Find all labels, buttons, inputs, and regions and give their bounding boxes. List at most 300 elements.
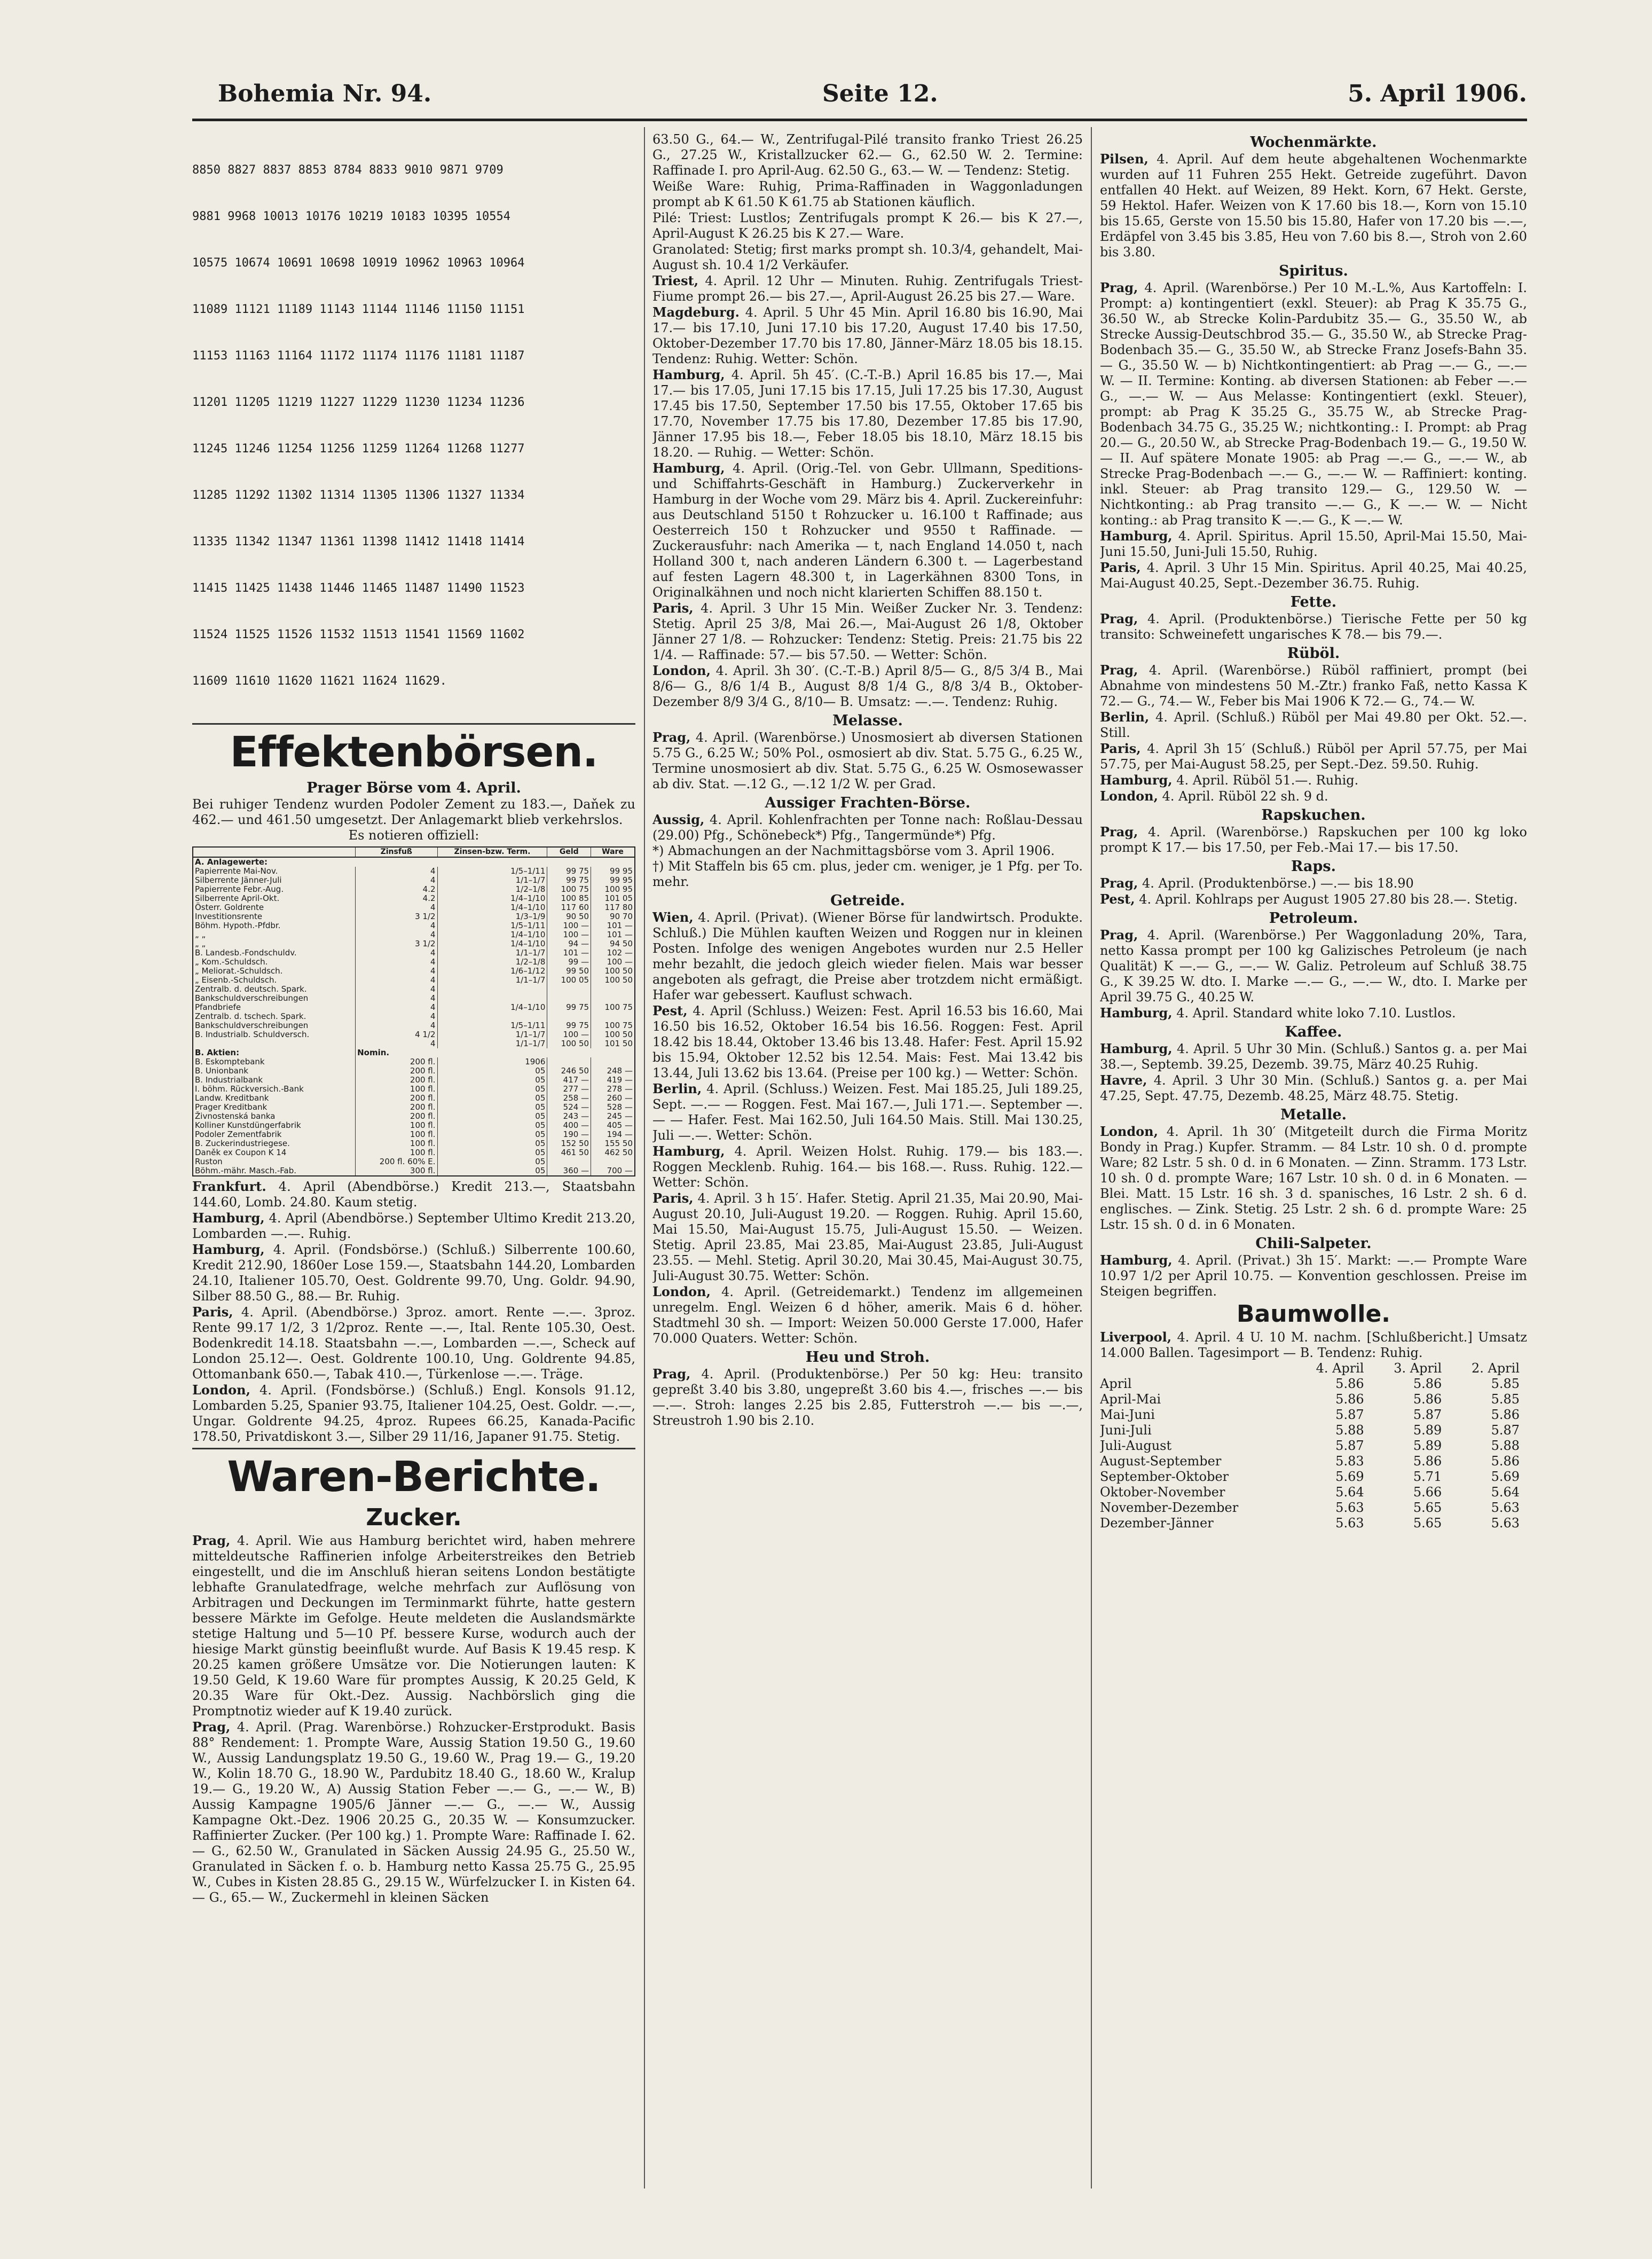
table-row xyxy=(193,967,635,976)
table-cell: 100 50 xyxy=(591,976,635,985)
number-line: 11089 11121 11189 11143 11144 11146 11150 11151 xyxy=(192,303,525,316)
report-lead: Prag, xyxy=(1100,662,1138,678)
table-cell: 1/5–1/11 xyxy=(437,921,547,930)
table-cell: 3 1/2 xyxy=(356,912,437,921)
table-cell: 1906 xyxy=(437,1057,547,1066)
table-cell: 99 95 xyxy=(591,876,635,885)
table-cell: 99 75 xyxy=(547,1003,591,1012)
report-text: 4. April 3h 15′ (Schluß.) Rüböl per April 57.75, per Mai 57.75, per Mai-August 58.25, per Sept.-Dez. 59.50. Ruhig. xyxy=(1100,741,1527,772)
report-text: 4. April. Kohlenfrachten per Tonne nach: Roßlau-Dessau (29.00) Pfg., Schönebeck*) Pfg., Tangermünde*) Pfg. xyxy=(652,812,1083,843)
table-row xyxy=(193,1139,635,1148)
table-cell: 5.83 xyxy=(1335,1454,1364,1469)
report-lead: Magdeburg. xyxy=(652,304,740,320)
page-header xyxy=(192,80,1527,117)
cotton-row xyxy=(1100,1500,1527,1516)
table-cell: 99 95 xyxy=(591,867,635,876)
report-paragraph xyxy=(652,178,1083,210)
table-cell xyxy=(547,1012,591,1021)
report-lead: Hamburg, xyxy=(1100,1005,1173,1021)
table-cell xyxy=(591,1012,635,1021)
metalle-title: Metalle. xyxy=(1280,1107,1347,1123)
report-paragraph xyxy=(652,1003,1083,1081)
table-cell: 5.66 xyxy=(1413,1485,1442,1500)
report-lead: Paris, xyxy=(652,1190,694,1206)
section-rule xyxy=(192,1448,635,1449)
table-cell: 117 60 xyxy=(547,903,591,912)
table-cell: 4 1/2 xyxy=(356,1030,437,1039)
table-cell: 194 — xyxy=(591,1130,635,1139)
table-header xyxy=(193,847,356,857)
wochenmaerkte-title: Wochenmärkte. xyxy=(1250,134,1377,151)
report-text: 4. April. (Warenbörse.) Rapskuchen per 100 kg loko prompt K 17.— bis 17.50, per Feb.-Mai 17.— bis 17.50. xyxy=(1100,825,1527,855)
table-cell: 528 — xyxy=(591,1103,635,1112)
report-lead: Havre, xyxy=(1100,1072,1147,1088)
table-cell: 5.86 xyxy=(1413,1376,1442,1391)
table-cell xyxy=(547,1057,591,1066)
report-lead: Paris, xyxy=(1100,741,1141,756)
report-paragraph xyxy=(652,131,1083,178)
table-row xyxy=(193,985,635,994)
kaffee-title: Kaffee. xyxy=(1285,1024,1342,1040)
cotton-row xyxy=(1100,1516,1527,1531)
report-text: 4. April. (Warenbörse.) Per Waggonladung 20%, Tara, netto Kassa prompt per 100 kg Galizisches Petroleum (je nach Qualität) K —.— G., —.— W. Galiz. Petroleum auf Schluß 38.75 G., K 39.25 W. dto. I. Marke —.— G., —.— W., dto. I. Marke per April 39.75 G., 40.25 W. xyxy=(1100,928,1527,1005)
number-line: 10575 10674 10691 10698 10919 10962 10963 10964 xyxy=(192,256,525,270)
table-cell: 05 xyxy=(437,1066,547,1076)
table-cell: „ „ xyxy=(193,930,356,939)
table-cell: August-September xyxy=(1100,1454,1222,1469)
table-cell: 278 — xyxy=(591,1085,635,1094)
report-paragraph xyxy=(652,460,1083,600)
table-cell: Juli-August xyxy=(1100,1438,1172,1453)
table-cell: 1/4–1/10 xyxy=(437,939,547,948)
table-cell: Dezember-Jänner xyxy=(1100,1516,1214,1531)
header-date: 5. April 1906. xyxy=(1348,80,1527,107)
table-cell: 101 — xyxy=(591,921,635,930)
column-3 xyxy=(1100,131,1527,2075)
report-text: 4. April. 5 Uhr 45 Min. April 16.80 bis 16.90, Mai 17.— bis 17.10, Juni 17.10 bis 17.20, August 17.40 bis 17.50, Oktober-Dezember 17.70 bis 17.80, Jänner-März 18.05 bis 18.15. Tendenz: Ruhig. Wetter: Schön. xyxy=(652,305,1083,366)
table-cell: 462 50 xyxy=(591,1148,635,1157)
table-row xyxy=(193,994,635,1003)
table-cell: 243 — xyxy=(547,1112,591,1121)
table-cell: 5.88 xyxy=(1335,1423,1364,1438)
report-text: 4. April. (Fondsbörse.) (Schluß.) Engl. Konsols 91.12, Lombarden 5.25, Spanier 93.75, Italiener 104.25, Oest. Goldr. —.—, Ungar. Goldrente 94.25, 4proz. Rupees 66.25, Kanada-Pacific 178.50, Privatdiskont 3.—, Silber 29 11/16, Japaner 91.75. Stetig. xyxy=(192,1383,635,1444)
report-paragraph xyxy=(192,1210,635,1242)
cotton-row xyxy=(1100,1454,1527,1469)
table-cell: Zentralb. d. deutsch. Spark. xyxy=(193,985,356,994)
table-cell: Živnostenská banka xyxy=(193,1112,356,1121)
table-cell: Mai-Juni xyxy=(1100,1407,1155,1422)
number-line: 8850 8827 8837 8853 8784 8833 9010 9871 9709 xyxy=(192,163,504,177)
effekten-title: Effektenbörsen. xyxy=(230,728,598,776)
table-cell: 417 — xyxy=(547,1076,591,1085)
table-cell: 99 — xyxy=(547,958,591,967)
report-paragraph xyxy=(1100,709,1527,741)
table-row xyxy=(193,903,635,912)
table-cell: 1/1–1/7 xyxy=(437,976,547,985)
table-row xyxy=(193,958,635,967)
report-lead: Prag, xyxy=(1100,824,1138,840)
report-lead: London, xyxy=(652,663,711,678)
table-cell: Landw. Kreditbank xyxy=(193,1094,356,1103)
table-cell: 5.69 xyxy=(1491,1469,1520,1484)
petroleum-title: Petroleum. xyxy=(1269,910,1358,927)
spiritus-title: Spiritus. xyxy=(1279,263,1348,279)
report-lead: Prag, xyxy=(652,1366,691,1382)
table-row xyxy=(193,1112,635,1121)
report-text: 4. April. 5 Uhr 30 Min. (Schluß.) Santos g. a. per Mai 38.—, Septemb. 39.25, Dezemb. 39.75, März 40.25 Ruhig. xyxy=(1100,1041,1527,1072)
report-lead: Prag, xyxy=(1100,875,1138,891)
table-cell: 1/4–1/10 xyxy=(437,1003,547,1012)
table-cell: B. Landesb.-Fondschuldv. xyxy=(193,948,356,958)
table-cell: 5.88 xyxy=(1491,1438,1520,1453)
table-cell: 05 xyxy=(437,1112,547,1121)
baumwolle-report xyxy=(1100,1329,1527,1361)
report-paragraph xyxy=(652,1190,1083,1284)
column-1 xyxy=(192,131,635,2187)
table-cell: 4 xyxy=(356,867,437,876)
table-cell: 05 xyxy=(437,1121,547,1130)
report-text: 4. April. (Produktenbörse.) Per 50 kg: Heu: transito gepreßt 3.40 bis 3.80, ungepreßt 3.60 bis 4.—, frisches —.— bis —.—. Stroh: langes 2.25 bis 2.85, Futterstroh —.— bis —.—, Streustroh 1.90 bis 2.10. xyxy=(652,1367,1083,1428)
table-cell: I. böhm. Rückversich.-Bank xyxy=(193,1085,356,1094)
report-paragraph xyxy=(652,600,1083,663)
fracht-report xyxy=(652,812,1083,843)
table-cell: 4 xyxy=(356,930,437,939)
table-cell: 99 75 xyxy=(547,867,591,876)
report-paragraph xyxy=(652,367,1083,460)
getreide-reports xyxy=(652,909,1083,1346)
table-row xyxy=(193,1094,635,1103)
report-lead: Hamburg, xyxy=(652,460,725,476)
table-cell: 200 fl. xyxy=(356,1094,437,1103)
table-cell: 461 50 xyxy=(547,1148,591,1157)
report-lead: Hamburg, xyxy=(1100,1252,1173,1268)
table-cell: 5.71 xyxy=(1413,1469,1442,1484)
report-paragraph xyxy=(1100,891,1527,907)
table-cell: 102 — xyxy=(591,948,635,958)
table-cell xyxy=(437,1012,547,1021)
table-cell: B. Eskomptebank xyxy=(193,1057,356,1066)
report-text: 4. April. 3 Uhr 15 Min. Spiritus. April 40.25, Mai 40.25, Mai-August 40.25, Sept.-Dezember 36.75. Ruhig. xyxy=(1100,560,1527,591)
fette-report xyxy=(1100,611,1527,642)
report-paragraph xyxy=(192,1719,635,1905)
spiritus-reports xyxy=(1100,280,1527,591)
table-cell: April xyxy=(1100,1376,1132,1391)
table-row xyxy=(193,1066,635,1076)
table-row xyxy=(193,1057,635,1066)
table-cell: 524 — xyxy=(547,1103,591,1112)
table-cell: 260 — xyxy=(591,1094,635,1103)
cotton-header: 4. April xyxy=(1316,1361,1364,1376)
table-cell: 155 50 xyxy=(591,1139,635,1148)
table-cell xyxy=(591,994,635,1003)
table-cell: 100 — xyxy=(547,921,591,930)
effekten-table xyxy=(192,846,635,1176)
table-row xyxy=(193,1003,635,1012)
fracht-note: *) Abmachungen an der Nachmittagsbörse vom 3. April 1906. xyxy=(652,843,1055,858)
report-paragraph xyxy=(1100,875,1527,891)
table-cell: 4 xyxy=(356,948,437,958)
metalle-report xyxy=(1100,1124,1527,1233)
cotton-header xyxy=(1100,1361,1294,1376)
table-cell: 200 fl. xyxy=(356,1112,437,1121)
fette-title: Fette. xyxy=(1290,594,1337,610)
report-lead: Pest, xyxy=(1100,891,1135,907)
table-cell xyxy=(591,1057,635,1066)
table-cell: 4.2 xyxy=(356,894,437,903)
report-lead: Prag, xyxy=(1100,280,1138,295)
prager-boerse-heading: Prager Börse vom 4. April. xyxy=(306,780,521,796)
report-lead: London, xyxy=(1100,788,1158,804)
report-text: 4. April. Rüböl 22 sh. 9 d. xyxy=(1158,789,1328,804)
table-cell: Österr. Goldrente xyxy=(193,903,356,912)
report-text: 4. April. (Privat.) 3h 15′. Markt: —.— Prompte Ware 10.97 1/2 per April 10.75. — Konvention geschlossen. Preise im Steigen begriffen. xyxy=(1100,1253,1527,1299)
table-cell: „ „ xyxy=(193,939,356,948)
report-text: 4. April. Kohlraps per August 1905 27.80 bis 28.—. Stetig. xyxy=(1135,892,1518,907)
table-cell: 05 xyxy=(437,1166,547,1176)
table-cell: 5.63 xyxy=(1335,1516,1364,1531)
table-cell: Papierrente Febr.-Aug. xyxy=(193,885,356,894)
table-cell: 200 fl. 60% E. xyxy=(356,1157,437,1166)
table-cell: 200 fl. xyxy=(356,1103,437,1112)
report-lead: Prag, xyxy=(192,1533,231,1548)
table-cell: 100 — xyxy=(591,958,635,967)
cotton-table xyxy=(1100,1361,1527,1531)
section-rule xyxy=(192,723,635,725)
report-text: 4. April. (Fondsbörse.) (Schluß.) Silberrente 100.60, Kredit 212.90, 1860er Lose 159.—, Staatsbahn 144.20, Lombarden 24.10, Italiener 105.70, Oest. Goldrente 99.70, Ung. Goldr. 94.90, Silber 88.50 G., 88.— Br. Ruhig. xyxy=(192,1242,635,1304)
table-cell: 101 05 xyxy=(591,894,635,903)
table-cell: 5.89 xyxy=(1413,1438,1442,1453)
chili-title: Chili-Salpeter. xyxy=(1255,1235,1372,1252)
report-paragraph xyxy=(1100,1041,1527,1072)
table-row xyxy=(193,1030,635,1039)
table-cell: „ Kom.-Schuldsch. xyxy=(193,958,356,967)
table-cell: Daněk ex Coupon K 14 xyxy=(193,1148,356,1157)
table-cell: 4 xyxy=(356,903,437,912)
table-cell: 4 xyxy=(356,958,437,967)
table-cell: 5.87 xyxy=(1491,1423,1520,1438)
report-text: 4. April. Auf dem heute abgehaltenen Wochenmarkte wurden auf 11 Fuhren 255 Hekt. Getreide zugeführt. Davon entfallen 40 Hekt. auf Weizen, 89 Hekt. Korn, 67 Hekt. Gerste, 59 Hektol. Hafer. Weizen von K 17.60 bis 18.—, Korn von 15.10 bis 15.65, Gerste von 15.50 bis 15.80, Hafer von 17.20 bis —.—, Erdäpfel von 3.45 bis 3.85, Heu von 7.60 bis 8.—, Stroh von 2.60 bis 3.80. xyxy=(1100,152,1527,260)
table-cell xyxy=(591,1157,635,1166)
table-cell: B. Industrialbank xyxy=(193,1076,356,1085)
table-cell: 100 95 xyxy=(591,885,635,894)
zucker-title: Zucker. xyxy=(366,1504,462,1531)
table-row xyxy=(193,930,635,939)
table-cell: Podoler Zementfabrik xyxy=(193,1130,356,1139)
report-paragraph xyxy=(1100,788,1527,804)
cotton-row xyxy=(1100,1469,1527,1485)
table-cell: 5.65 xyxy=(1413,1500,1442,1515)
report-lead: Prag, xyxy=(1100,611,1138,626)
report-text: 4. April. 1h 30′ (Mitgeteilt durch die Firma Moritz Bondy in Prag.) Kupfer. Stramm. — 84 Lstr. 10 sh. 0 d. prompte Ware; 82 Lstr. 5 sh. 0 d. in 6 Monaten. — Zinn. Stramm. 173 Lstr. 10 sh. 0 d. prompte Ware; 167 Lstr. 10 sh. 0 d. in 6 Monaten. — Blei. Matt. 15 Lstr. 16 sh. 3 d. spanisches, 16 Lstr. 2 sh. 6 d. englisches. — Zink. Stetig. 25 Lstr. 2 sh. 6 d. prompte Ware: 25 Lstr. 15 sh. 0 d. in 6 Monaten. xyxy=(1100,1124,1527,1232)
column-divider-1 xyxy=(644,127,645,2189)
report-paragraph xyxy=(652,241,1083,273)
table-cell: 405 — xyxy=(591,1121,635,1130)
table-cell: 4.2 xyxy=(356,885,437,894)
table-cell: 4 xyxy=(356,1012,437,1021)
table-cell: 5.86 xyxy=(1413,1392,1442,1407)
table-header: Ware xyxy=(591,847,635,857)
table-cell: Silberrente Jänner-Juli xyxy=(193,876,356,885)
table-row xyxy=(193,1076,635,1085)
cotton-header: 2. April xyxy=(1471,1361,1520,1376)
table-cell: 419 — xyxy=(591,1076,635,1085)
table-cell: 100 fl. xyxy=(356,1121,437,1130)
table-cell: 4 xyxy=(356,1039,437,1048)
report-text: 4. April. 4 U. 10 M. nachm. [Schlußbericht.] Umsatz 14.000 Ballen. Tagesimport — B. Tendenz: Ruhig. xyxy=(1100,1330,1527,1360)
table-cell xyxy=(547,985,591,994)
table-cell: 1/2–1/8 xyxy=(437,885,547,894)
table-section-label: B. Aktien: xyxy=(193,1048,356,1057)
table-cell: 117 80 xyxy=(591,903,635,912)
report-text: 4. April. (Orig.-Tel. von Gebr. Ullmann, Speditions- und Schiffahrts-Geschäft in Hamburg.) Zuckerverkehr in Hamburg in der Woche vom 29. März bis 4. April. Zuckereinfuhr: aus Deutschland 5150 t Rohzucker u. 16.100 t Raffinade; aus Oesterreich 150 t Rohzucker und 9550 t Raffinade. — Zuckerausfuhr: nach Amerika — t, nach England 14.050 t, nach Holland 300 t, nach anderen Ländern 6.300 t. — Lagerbestand auf festen Lagern 48.300 t, in Lagerkähnen 8300 Tons, in Originalkähnen und noch nicht klarierten Schiffen 88.150 t. xyxy=(652,461,1083,600)
ruboel-reports xyxy=(1100,662,1527,804)
table-row xyxy=(193,1148,635,1157)
table-cell: 248 — xyxy=(591,1066,635,1076)
table-cell: Böhm.-mähr. Masch.-Fab. xyxy=(193,1166,356,1176)
heu-title: Heu und Stroh. xyxy=(805,1349,930,1366)
table-cell: 100 fl. xyxy=(356,1139,437,1148)
number-line: 11415 11425 11438 11446 11465 11487 11490 11523 xyxy=(192,582,525,595)
report-lead: Hamburg, xyxy=(1100,772,1173,788)
table-row xyxy=(193,1121,635,1130)
table-cell: 05 xyxy=(437,1103,547,1112)
report-text: 4. April (Abendbörse.) Kredit 213.—, Staatsbahn 144.60, Lomb. 24.80. Kaum stetig. xyxy=(192,1179,635,1210)
report-lead: Aussig, xyxy=(652,812,705,827)
table-cell: Bankschuldverschreibungen xyxy=(193,1021,356,1030)
table-cell: 277 — xyxy=(547,1085,591,1094)
report-lead: Berlin, xyxy=(652,1081,702,1096)
table-cell: 300 fl. xyxy=(356,1166,437,1176)
table-cell xyxy=(547,1157,591,1166)
table-cell: 99 75 xyxy=(547,1021,591,1030)
report-paragraph xyxy=(652,210,1083,241)
table-cell: Pfandbriefe xyxy=(193,1003,356,1012)
table-cell: 5.85 xyxy=(1491,1376,1520,1391)
table-cell: 05 xyxy=(437,1094,547,1103)
heu-report xyxy=(652,1366,1083,1429)
cotton-header: 3. April xyxy=(1394,1361,1442,1376)
table-row xyxy=(193,885,635,894)
report-text: Pilé: Triest: Lustlos; Zentrifugals prompt K 26.— bis K 27.—, April-August K 26.25 bis K 27.— Ware. xyxy=(652,210,1083,241)
number-line: 11524 11525 11526 11532 11513 11541 11569 11602 xyxy=(192,628,525,641)
report-text: 4. April. (Schluß.) Rüböl per Mai 49.80 per Okt. 52.—. Still. xyxy=(1100,710,1527,740)
table-cell: 200 fl. xyxy=(356,1057,437,1066)
number-line: 11245 11246 11254 11256 11259 11264 11268 11277 xyxy=(192,442,525,456)
table-cell: 05 xyxy=(437,1148,547,1157)
report-text: Weiße Ware: Ruhig, Prima-Raffinaden in Waggonladungen prompt ab K 61.50 K 61.75 ab Stationen käuflich. xyxy=(652,179,1083,209)
table-header: Geld xyxy=(547,847,591,857)
cotton-row xyxy=(1100,1485,1527,1500)
table-cell: 4 xyxy=(356,985,437,994)
report-text: 4. April. 3 Uhr 15 Min. Weißer Zucker Nr. 3. Tendenz: Stetig. April 25 3/8, Mai 26.—, Mai-August 26 1/8, Oktober Jänner 27 1/8. — Rohzucker: Tendenz: Stetig. Preis: 21.75 bis 22 1/4. — Raffinade: 57.— bis 57.50. — Wetter: Schön. xyxy=(652,601,1083,662)
report-lead: Frankfurt. xyxy=(192,1179,266,1194)
table-cell: B. Industrialb. Schuldversch. xyxy=(193,1030,356,1039)
report-lead: Paris, xyxy=(1100,560,1141,575)
report-lead: Berlin, xyxy=(1100,709,1150,725)
table-cell: 05 xyxy=(437,1076,547,1085)
table-cell: 1/2–1/8 xyxy=(437,958,547,967)
report-lead: Hamburg, xyxy=(192,1242,265,1257)
report-lead: Prag, xyxy=(1100,927,1138,943)
table-cell: 90 70 xyxy=(591,912,635,921)
table-cell: 5.63 xyxy=(1491,1516,1520,1531)
table-cell: 05 xyxy=(437,1085,547,1094)
report-text: 4. April. 12 Uhr — Minuten. Ruhig. Zentrifugals Triest-Fiume prompt 26.— bis 27.—, April-August 26.25 bis 27.— Ware. xyxy=(652,273,1083,304)
table-cell: 100 75 xyxy=(547,885,591,894)
report-paragraph xyxy=(1100,772,1527,788)
table-cell: 100 05 xyxy=(547,976,591,985)
raps-title: Raps. xyxy=(1291,858,1336,875)
table-cell: April-Mai xyxy=(1100,1392,1161,1407)
table-row xyxy=(193,1130,635,1139)
table-cell: 100 50 xyxy=(591,967,635,976)
table-cell: 94 — xyxy=(547,939,591,948)
table-row xyxy=(193,921,635,930)
table-cell: 3 1/2 xyxy=(356,939,437,948)
table-cell: 360 — xyxy=(547,1166,591,1176)
report-lead: Paris, xyxy=(652,600,694,616)
table-cell: 5.89 xyxy=(1413,1423,1442,1438)
report-lead: Prag, xyxy=(192,1719,231,1735)
table-cell: 101 — xyxy=(591,930,635,939)
table-cell: 245 — xyxy=(591,1112,635,1121)
table-row xyxy=(193,912,635,921)
table-cell: 99 50 xyxy=(547,967,591,976)
table-cell: 100 75 xyxy=(591,1021,635,1030)
number-line: 11609 11610 11620 11621 11624 11629. xyxy=(192,674,447,688)
table-cell xyxy=(437,994,547,1003)
report-text: 4. April. (Abendbörse.) 3proz. amort. Rente —.—. 3proz. Rente 99.17 1/2, 3 1/2proz. Rente —.—, Ital. Rente 105.30, Oest. Bodenkredit 14.18. Staatsbahn —.—, Lombarden —.—, Scheck auf London 25.12—. Oest. Goldrente 100.10, Ung. Goldrente 94.85, Ottomanbank 650.—, Tabak 410.—, Türkenlose —.—. Träge. xyxy=(192,1305,635,1382)
report-paragraph xyxy=(1100,1072,1527,1104)
table-row xyxy=(193,1012,635,1021)
table-cell: Papierrente Mai-Nov. xyxy=(193,867,356,876)
table-cell: 200 fl. xyxy=(356,1066,437,1076)
table-cell: 4 xyxy=(356,994,437,1003)
report-text: 4. April. (Warenbörse.) Unosmosiert ab diversen Stationen 5.75 G., 6.25 W.; 50% Pol., osmosiert ab div. Stat. 5.75 G., 6.25 W., Termine unosmosiert ab div. Stat. 5.75 G., 6.25 W. Osmosewasser ab div. Stat. —.12 G., —.12 1/2 W. per Grad. xyxy=(652,730,1083,791)
zucker-reports xyxy=(192,1533,635,1905)
report-text: 4. April. (Getreidemarkt.) Tendenz im allgemeinen unregelm. Engl. Weizen 6 d höher, amerik. Mais 6 d. höher. Stadtmehl 30 sh. — Import: Weizen 50.000 Gerste 17.000, Hafer 70.000 Quaters. Wetter: Schön. xyxy=(652,1284,1083,1346)
header-rule xyxy=(192,119,1527,121)
report-lead: Triest, xyxy=(652,273,699,288)
table-cell: 90 50 xyxy=(547,912,591,921)
report-text: 4. April. Rüböl 51.—. Ruhig. xyxy=(1172,773,1359,788)
rapskuchen-title: Rapskuchen. xyxy=(1261,807,1366,823)
table-cell: 5.87 xyxy=(1335,1438,1364,1453)
table-cell: 5.85 xyxy=(1491,1392,1520,1407)
table-row xyxy=(193,894,635,903)
table-cell: 5.87 xyxy=(1335,1407,1364,1422)
report-paragraph xyxy=(1100,560,1527,591)
waren-title: Waren-Berichte. xyxy=(227,1453,601,1501)
table-section-col: Nomin. xyxy=(356,1048,635,1057)
prager-boerse-intro: Bei ruhiger Tendenz wurden Podoler Zement zu 183.—, Daňek zu 462.— und 461.50 umgesetzt. Der Anlagemarkt blieb verkehrslos. xyxy=(192,797,635,827)
report-text: 4. April. (Produktenbörse.) —.— bis 18.90 xyxy=(1138,876,1414,891)
report-lead: Paris, xyxy=(192,1304,233,1320)
report-text: 4. April. 3 Uhr 30 Min. (Schluß.) Santos g. a. per Mai 47.25, Sept. 47.75, Dezemb. 48.25, März 48.75. Stetig. xyxy=(1100,1073,1527,1103)
baumwolle-title: Baumwolle. xyxy=(1237,1300,1390,1328)
table-cell: „ Eisenb.-Schuldsch. xyxy=(193,976,356,985)
table-cell: Ruston xyxy=(193,1157,356,1166)
table-header: Zinsfuß xyxy=(356,847,437,857)
table-cell: 700 — xyxy=(591,1166,635,1176)
table-row xyxy=(193,876,635,885)
zucker-continued xyxy=(652,131,1083,710)
table-cell: Böhm. Hypoth.-Pfdbr. xyxy=(193,921,356,930)
number-line: 11285 11292 11302 11314 11305 11306 11327 11334 xyxy=(192,489,525,502)
report-text: 4. April. 3h 30′. (C.-T.-B.) April 8/5— G., 8/5 3/4 B., Mai 8/6— G., 8/6 1/4 B., August 8/8 1/4 G., 8/8 3/4 B., Oktober-Dezember 8/9 3/4 G., 8/10— B. Umsatz: —.—. Tendenz: Ruhig. xyxy=(652,663,1083,709)
report-text: 4. April. Standard white loko 7.10. Lustlos. xyxy=(1172,1006,1456,1021)
table-cell: Prager Kreditbank xyxy=(193,1103,356,1112)
